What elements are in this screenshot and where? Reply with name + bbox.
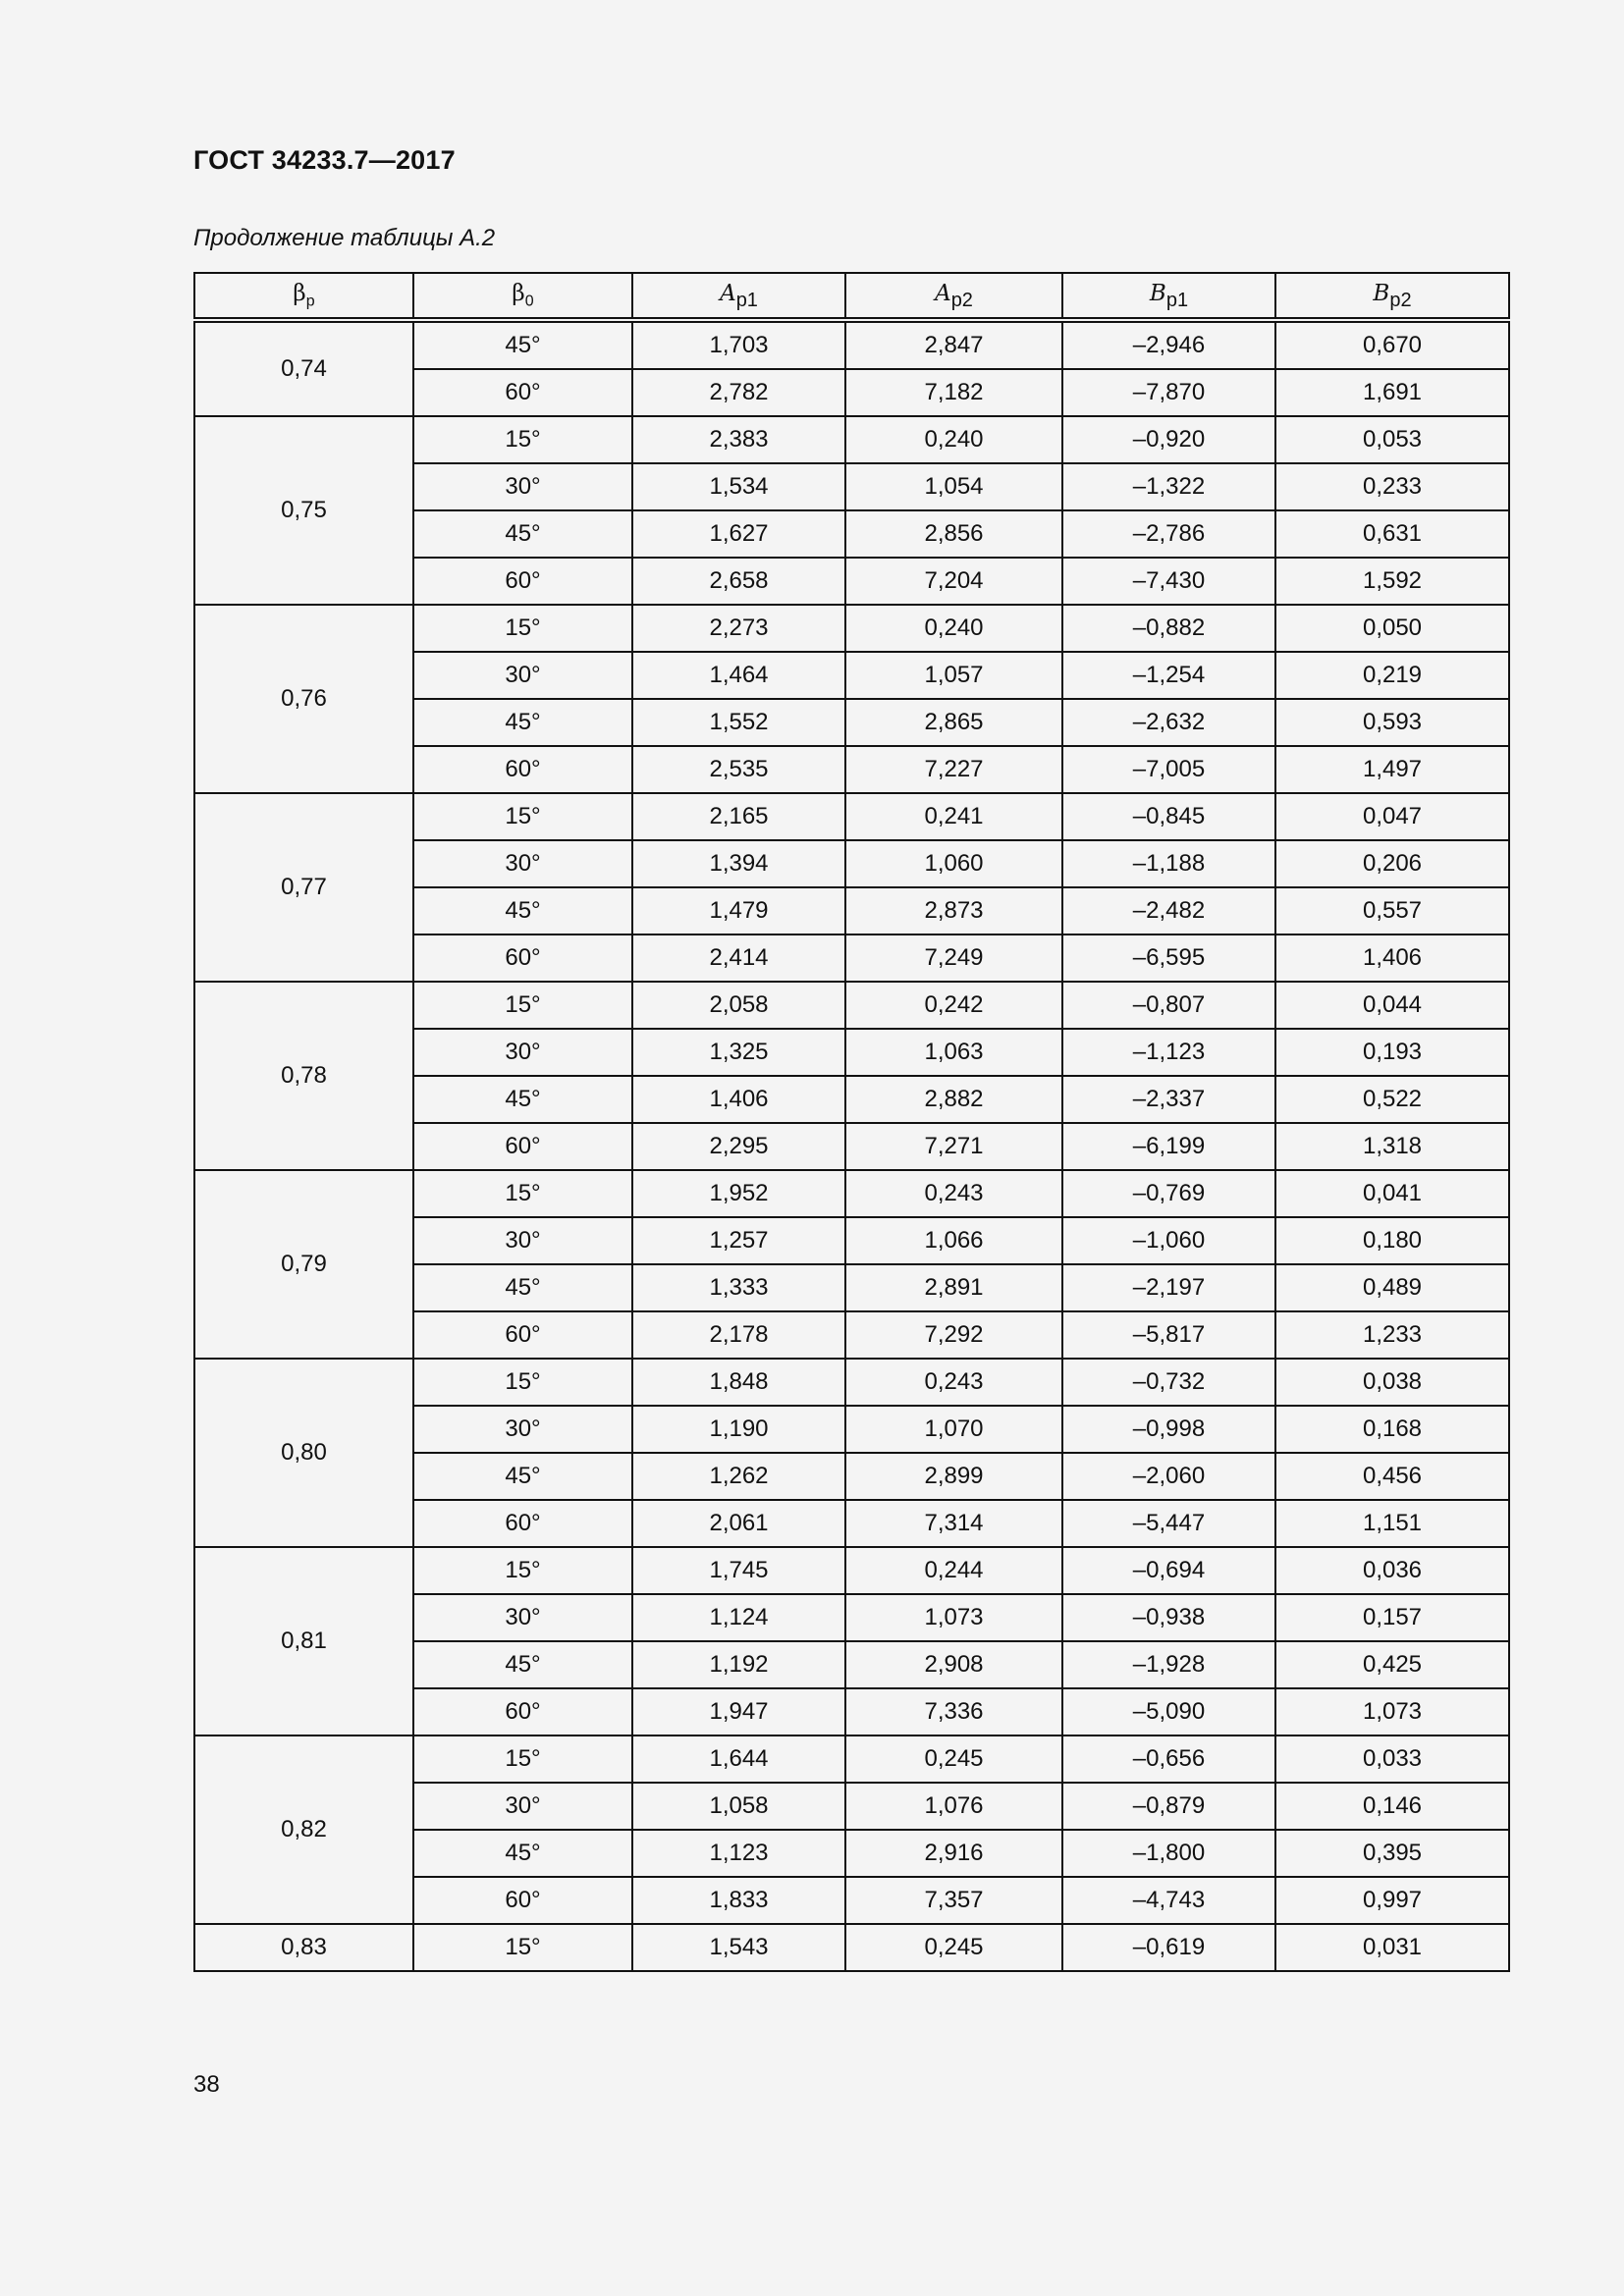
a-p1-cell: 1,833 [632,1877,845,1924]
a-p2-cell: 1,073 [845,1594,1062,1641]
beta-p-cell: 0,80 [194,1359,413,1547]
table-caption: Продолжение таблицы А.2 [193,225,496,251]
beta-0-cell: 15° [413,793,632,840]
beta-p-cell: 0,83 [194,1924,413,1971]
beta-0-cell: 45° [413,1076,632,1123]
table-row [194,1359,1509,1406]
a-p1-cell: 1,947 [632,1688,845,1735]
column-header-beta-0: $\beta_0$ [413,273,632,320]
beta-p-cell: 0,79 [194,1170,413,1359]
beta-0-cell: 45° [413,1264,632,1311]
beta-0-cell: 30° [413,463,632,510]
beta-0-cell: 15° [413,416,632,463]
a-p2-cell: 0,244 [845,1547,1062,1594]
b-p1-cell: –1,800 [1062,1830,1275,1877]
b-p1-cell: –5,090 [1062,1688,1275,1735]
beta-0-cell: 45° [413,1830,632,1877]
table-row [194,605,1509,652]
b-p2-cell: 0,593 [1275,699,1509,746]
coefficients-table [193,272,1510,1972]
a-p1-cell: 1,952 [632,1170,845,1217]
b-p1-cell: –1,322 [1062,463,1275,510]
b-p1-cell: –2,060 [1062,1453,1275,1500]
b-p1-cell: –0,619 [1062,1924,1275,1971]
b-p2-cell: 0,180 [1275,1217,1509,1264]
beta-0-cell: 15° [413,1735,632,1783]
a-p1-cell: 2,178 [632,1311,845,1359]
a-p2-cell: 2,847 [845,320,1062,369]
b-p1-cell: –0,845 [1062,793,1275,840]
a-p1-cell: 2,535 [632,746,845,793]
b-p2-cell: 0,670 [1275,320,1509,369]
beta-0-cell: 15° [413,1170,632,1217]
b-p2-cell: 1,691 [1275,369,1509,416]
table-row [194,416,1509,463]
beta-0-cell: 30° [413,1217,632,1264]
beta-0-cell: 30° [413,840,632,887]
beta-0-cell: 60° [413,369,632,416]
b-p2-cell: 0,168 [1275,1406,1509,1453]
table-row [194,1735,1509,1783]
beta-p-cell: 0,74 [194,320,413,416]
b-p1-cell: –0,694 [1062,1547,1275,1594]
beta-0-cell: 60° [413,558,632,605]
a-p2-cell: 0,243 [845,1170,1062,1217]
b-p2-cell: 1,073 [1275,1688,1509,1735]
beta-0-cell: 60° [413,1877,632,1924]
b-p1-cell: –0,656 [1062,1735,1275,1783]
b-p1-cell: –1,123 [1062,1029,1275,1076]
beta-p-cell: 0,75 [194,416,413,605]
b-p1-cell: –1,254 [1062,652,1275,699]
a-p1-cell: 1,124 [632,1594,845,1641]
a-p2-cell: 7,336 [845,1688,1062,1735]
beta-0-cell: 30° [413,1406,632,1453]
table-row [194,1170,1509,1217]
a-p2-cell: 2,873 [845,887,1062,934]
b-p2-cell: 1,233 [1275,1311,1509,1359]
b-p1-cell: –0,807 [1062,982,1275,1029]
b-p2-cell: 1,318 [1275,1123,1509,1170]
b-p1-cell: –0,732 [1062,1359,1275,1406]
beta-p-cell: 0,82 [194,1735,413,1924]
b-p1-cell: –5,447 [1062,1500,1275,1547]
a-p2-cell: 1,063 [845,1029,1062,1076]
a-p2-cell: 1,066 [845,1217,1062,1264]
b-p1-cell: –7,870 [1062,369,1275,416]
a-p2-cell: 0,242 [845,982,1062,1029]
b-p2-cell: 0,425 [1275,1641,1509,1688]
a-p1-cell: 1,333 [632,1264,845,1311]
beta-0-cell: 60° [413,1123,632,1170]
a-p1-cell: 1,543 [632,1924,845,1971]
table-row [194,793,1509,840]
a-p1-cell: 1,394 [632,840,845,887]
a-p2-cell: 0,241 [845,793,1062,840]
a-p2-cell: 0,245 [845,1735,1062,1783]
a-p2-cell: 7,249 [845,934,1062,982]
a-p2-cell: 7,271 [845,1123,1062,1170]
b-p1-cell: –0,882 [1062,605,1275,652]
a-p1-cell: 1,262 [632,1453,845,1500]
a-p1-cell: 1,644 [632,1735,845,1783]
a-p1-cell: 1,552 [632,699,845,746]
a-p2-cell: 1,070 [845,1406,1062,1453]
beta-p-cell: 0,77 [194,793,413,982]
a-p2-cell: 7,314 [845,1500,1062,1547]
beta-0-cell: 30° [413,652,632,699]
a-p1-cell: 1,058 [632,1783,845,1830]
a-p1-cell: 1,464 [632,652,845,699]
b-p1-cell: –1,928 [1062,1641,1275,1688]
beta-0-cell: 45° [413,1641,632,1688]
b-p1-cell: –1,060 [1062,1217,1275,1264]
beta-0-cell: 15° [413,1547,632,1594]
b-p1-cell: –5,817 [1062,1311,1275,1359]
b-p2-cell: 1,592 [1275,558,1509,605]
a-p2-cell: 7,182 [845,369,1062,416]
beta-0-cell: 45° [413,1453,632,1500]
b-p2-cell: 0,053 [1275,416,1509,463]
b-p2-cell: 0,041 [1275,1170,1509,1217]
a-p1-cell: 1,745 [632,1547,845,1594]
beta-0-cell: 60° [413,934,632,982]
b-p2-cell: 0,031 [1275,1924,1509,1971]
b-p1-cell: –2,946 [1062,320,1275,369]
a-p1-cell: 1,479 [632,887,845,934]
b-p2-cell: 0,233 [1275,463,1509,510]
a-p2-cell: 7,292 [845,1311,1062,1359]
a-p1-cell: 1,190 [632,1406,845,1453]
a-p2-cell: 1,060 [845,840,1062,887]
a-p2-cell: 2,882 [845,1076,1062,1123]
b-p1-cell: –6,595 [1062,934,1275,982]
a-p1-cell: 1,325 [632,1029,845,1076]
b-p1-cell: –0,998 [1062,1406,1275,1453]
a-p1-cell: 1,192 [632,1641,845,1688]
a-p1-cell: 2,782 [632,369,845,416]
beta-0-cell: 30° [413,1783,632,1830]
b-p1-cell: –7,005 [1062,746,1275,793]
beta-0-cell: 60° [413,1311,632,1359]
beta-0-cell: 45° [413,699,632,746]
column-header-a-p2: $A_{p2}$ [845,273,1062,320]
a-p1-cell: 2,058 [632,982,845,1029]
b-p2-cell: 0,157 [1275,1594,1509,1641]
beta-0-cell: 60° [413,1500,632,1547]
a-p1-cell: 1,406 [632,1076,845,1123]
a-p2-cell: 2,916 [845,1830,1062,1877]
a-p2-cell: 2,856 [845,510,1062,558]
beta-0-cell: 15° [413,605,632,652]
beta-p-cell: 0,78 [194,982,413,1170]
b-p1-cell: –7,430 [1062,558,1275,605]
a-p1-cell: 2,658 [632,558,845,605]
a-p2-cell: 7,227 [845,746,1062,793]
a-p1-cell: 1,703 [632,320,845,369]
b-p1-cell: –0,920 [1062,416,1275,463]
b-p2-cell: 0,146 [1275,1783,1509,1830]
a-p2-cell: 2,891 [845,1264,1062,1311]
a-p1-cell: 2,383 [632,416,845,463]
beta-0-cell: 15° [413,982,632,1029]
b-p2-cell: 0,395 [1275,1830,1509,1877]
table-body [194,320,1509,1971]
b-p1-cell: –1,188 [1062,840,1275,887]
header-row [194,273,1509,320]
b-p1-cell: –2,337 [1062,1076,1275,1123]
b-p1-cell: –0,879 [1062,1783,1275,1830]
b-p2-cell: 0,193 [1275,1029,1509,1076]
beta-0-cell: 15° [413,1924,632,1971]
b-p2-cell: 1,497 [1275,746,1509,793]
b-p2-cell: 0,047 [1275,793,1509,840]
table-row [194,320,1509,369]
a-p2-cell: 2,908 [845,1641,1062,1688]
b-p1-cell: –2,786 [1062,510,1275,558]
a-p1-cell: 1,534 [632,463,845,510]
a-p1-cell: 1,848 [632,1359,845,1406]
a-p2-cell: 1,057 [845,652,1062,699]
a-p2-cell: 7,357 [845,1877,1062,1924]
b-p2-cell: 1,406 [1275,934,1509,982]
a-p2-cell: 0,243 [845,1359,1062,1406]
beta-p-cell: 0,81 [194,1547,413,1735]
document-header: ГОСТ 34233.7—2017 [193,145,456,175]
a-p2-cell: 0,240 [845,605,1062,652]
a-p1-cell: 2,061 [632,1500,845,1547]
a-p1-cell: 1,627 [632,510,845,558]
b-p2-cell: 0,038 [1275,1359,1509,1406]
b-p2-cell: 0,044 [1275,982,1509,1029]
beta-0-cell: 45° [413,510,632,558]
b-p2-cell: 0,033 [1275,1735,1509,1783]
b-p2-cell: 0,557 [1275,887,1509,934]
b-p2-cell: 0,489 [1275,1264,1509,1311]
a-p2-cell: 1,076 [845,1783,1062,1830]
a-p2-cell: 2,865 [845,699,1062,746]
beta-0-cell: 60° [413,1688,632,1735]
a-p2-cell: 0,240 [845,416,1062,463]
beta-0-cell: 60° [413,746,632,793]
table-row [194,982,1509,1029]
b-p1-cell: –0,769 [1062,1170,1275,1217]
b-p1-cell: –6,199 [1062,1123,1275,1170]
a-p1-cell: 2,165 [632,793,845,840]
b-p2-cell: 0,036 [1275,1547,1509,1594]
b-p2-cell: 0,997 [1275,1877,1509,1924]
a-p2-cell: 2,899 [845,1453,1062,1500]
a-p1-cell: 2,414 [632,934,845,982]
table-header [194,273,1509,320]
beta-0-cell: 45° [413,320,632,369]
a-p1-cell: 1,257 [632,1217,845,1264]
a-p2-cell: 0,245 [845,1924,1062,1971]
beta-0-cell: 30° [413,1029,632,1076]
column-header-beta-p: $\beta_р$ [194,273,413,320]
beta-0-cell: 30° [413,1594,632,1641]
a-p1-cell: 2,273 [632,605,845,652]
beta-p-cell: 0,76 [194,605,413,793]
b-p2-cell: 0,456 [1275,1453,1509,1500]
a-p1-cell: 1,123 [632,1830,845,1877]
b-p1-cell: –0,938 [1062,1594,1275,1641]
b-p2-cell: 0,522 [1275,1076,1509,1123]
column-header-b-p1: $B_{p1}$ [1062,273,1275,320]
b-p2-cell: 0,219 [1275,652,1509,699]
page-number: 38 [193,2071,220,2098]
column-header-a-p1: $A_{p1}$ [632,273,845,320]
table-row [194,1547,1509,1594]
b-p2-cell: 0,050 [1275,605,1509,652]
column-header-b-p2: $B_{p2}$ [1275,273,1509,320]
a-p1-cell: 2,295 [632,1123,845,1170]
b-p2-cell: 1,151 [1275,1500,1509,1547]
b-p2-cell: 0,631 [1275,510,1509,558]
b-p2-cell: 0,206 [1275,840,1509,887]
beta-0-cell: 15° [413,1359,632,1406]
b-p1-cell: –4,743 [1062,1877,1275,1924]
table-row [194,1924,1509,1971]
b-p1-cell: –2,197 [1062,1264,1275,1311]
a-p2-cell: 1,054 [845,463,1062,510]
b-p1-cell: –2,482 [1062,887,1275,934]
beta-0-cell: 45° [413,887,632,934]
b-p1-cell: –2,632 [1062,699,1275,746]
a-p2-cell: 7,204 [845,558,1062,605]
